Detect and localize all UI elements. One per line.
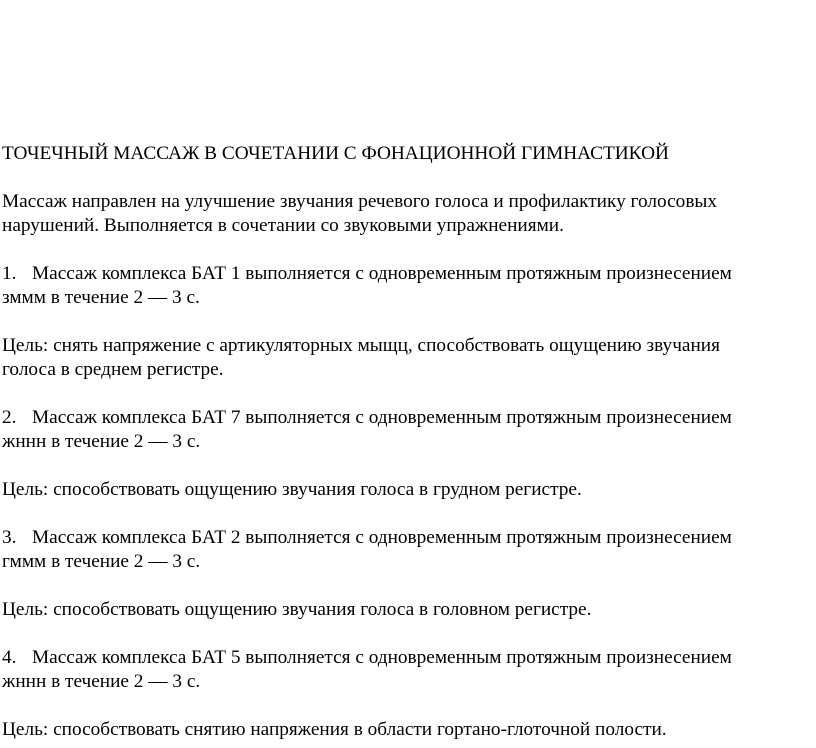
list-item-number: 3. — [2, 527, 17, 548]
document-body — [2, 142, 812, 742]
intro-paragraph — [2, 190, 812, 238]
list-item-text: Массаж комплекса БАТ 2 выполняется с одновременным протяжным произнесением — [32, 527, 732, 548]
goal-paragraph-3 — [2, 598, 812, 622]
goal-line: голоса в среднем регистре. — [2, 359, 224, 380]
goal-line: Цель: способствовать снятию напряжения в области гортано-глоточной полости. — [2, 719, 667, 740]
intro-line: нарушений. Выполняется в сочетании со звуковыми упражнениями. — [2, 215, 564, 236]
list-item-continuation: зммм в течение 2 — 3 с. — [2, 287, 200, 308]
list-item-number: 1. — [2, 263, 17, 284]
intro-line: Массаж направлен на улучшение звучания речевого голоса и профилактику голосовых — [2, 191, 718, 212]
list-item-continuation: гммм в течение 2 — 3 с. — [2, 551, 201, 572]
list-item-4 — [2, 646, 812, 694]
list-item-text: Массаж комплекса БАТ 5 выполняется с одновременным протяжным произнесением — [32, 647, 732, 668]
list-item-first-line — [2, 646, 812, 670]
list-item-continuation: жннн в течение 2 — 3 с. — [2, 671, 201, 692]
list-item-continuation: жннн в течение 2 — 3 с. — [2, 431, 201, 452]
goal-paragraph-2 — [2, 478, 812, 502]
list-item-number: 4. — [2, 647, 17, 668]
goal-paragraph-4 — [2, 718, 812, 742]
page-title: ТОЧЕЧНЫЙ МАССАЖ В СОЧЕТАНИИ С ФОНАЦИОННОЙ ГИМНАСТИКОЙ — [2, 143, 669, 164]
list-item-text: Массаж комплекса БАТ 1 выполняется с одновременным протяжным произнесением — [32, 263, 732, 284]
list-item-number: 2. — [2, 407, 17, 428]
list-item-first-line — [2, 526, 812, 550]
list-item-first-line — [2, 262, 812, 286]
goal-line: Цель: снять напряжение с артикуляторных мыщц, способствовать ощущению звучания — [2, 335, 720, 356]
goal-paragraph-1 — [2, 334, 812, 382]
list-item-first-line — [2, 406, 812, 430]
list-item-2 — [2, 406, 812, 454]
goal-line: Цель: способствовать ощущению звучания голоса в головном регистре. — [2, 599, 592, 620]
goal-line: Цель: способствовать ощущению звучания голоса в грудном регистре. — [2, 479, 582, 500]
list-item-1 — [2, 262, 812, 310]
list-item-text: Массаж комплекса БАТ 7 выполняется с одновременным протяжным произнесением — [32, 407, 732, 428]
list-item-3 — [2, 526, 812, 574]
